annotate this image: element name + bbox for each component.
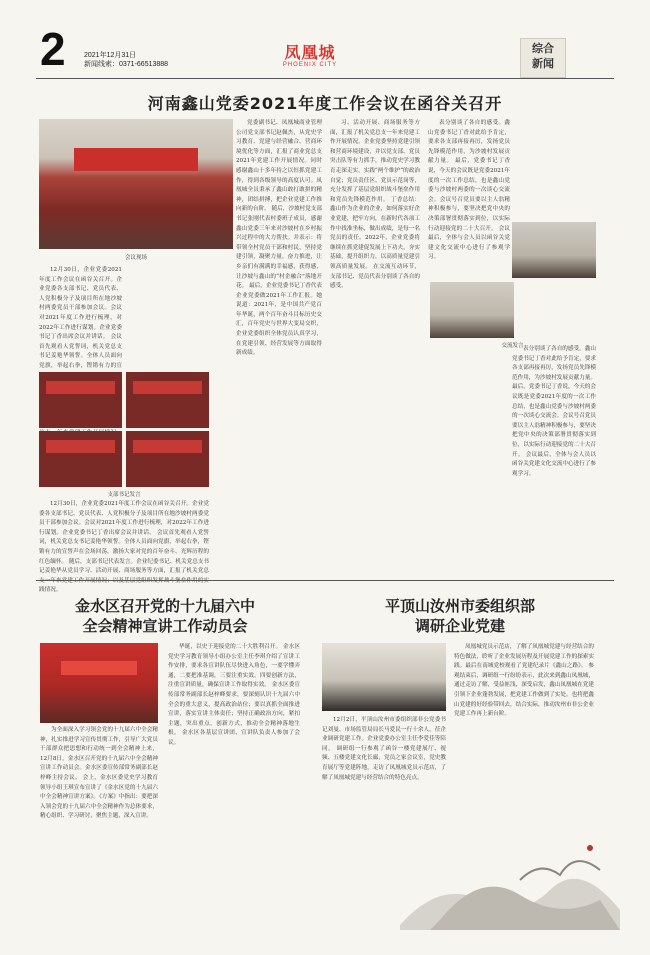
section-tag-line2: 新闻	[532, 57, 554, 70]
section-tag	[520, 38, 566, 78]
article3-col2-text: 凤凰城党员示范店，了解了凤凰城党建与经营结合的特色做法，聆听了企业发展历程及开展党建工作的探索实践。最后在南城党校观看了党建纪录片《鑫山之路》。 参观结束后，调研组一行纷纷表示，此次来到鑫山凤凰城，通过走访了解，受益匪浅，深受启发，鑫山凤凰城在党建引领下企业蓬勃发展，把党建工作做到了实处。也将把鑫山党建的好经验带回去，结合实际，推动汝州市非公企业党建工作再上新台阶。	[454, 644, 594, 718]
article1-col1-text: 12月30日，企业党委2021年度工作会议在函谷关召开。企业党委各支部书记、党员代表、人党积极分子及项目所在地沙坡村两委党员干部参加会议。会议对2021年度工作进行梳理，对2022年工作进行谋划。企业党委书记丁香出席会议并讲话。 会议首先观看人党誓词，机关党总支书记姜艳华领誓。全体人员面向党旗，举起右拳，铿锵有力的宣	[39, 267, 122, 369]
article1-col3	[330, 119, 420, 569]
article1-col5	[512, 345, 596, 569]
speaker-photo-4-banner	[133, 440, 203, 453]
article3-col2	[454, 643, 594, 819]
article2-title-line2: 全会精神宣讲工作动员会	[82, 617, 248, 635]
speaker-photo-1-banner	[46, 381, 116, 394]
group-visit-photo	[322, 643, 446, 711]
article3-col1-text: 12月2日，平顶山汝州市委组织部非公党委书记刘曼、市场监管局局长马爱民一行十余人，莅企业调研党建工作。企业党委办公室主任李爱佳等陪同。 调研组一行参观了函谷一楼党建展厅、视频、五楼党建文化长廊，党员之家会议室，党史教育展厅等党建阵地，走访了凤凰城党员示范店，了解了凤凰城党建与经营结合的特色亮点。	[322, 717, 446, 781]
article1-col4	[428, 119, 510, 261]
exchange-photo-1	[512, 222, 596, 278]
article3-title-line1: 平顶山汝州市委组织部	[384, 597, 535, 615]
article2-col1-text: 为全面深入学习领会党的十九届六中全会精神，扎实推进学习宣传贯彻工作，引导广大党员干部群众把思想和行动统一到全会精神上来，12月8日，金水区召开党的十九届六中全会精神宣讲工作动员会。金水区委宣传部常务副部长赵梓峰主持会议。 会上，金水区委党史学习教育领导小组王琪宣布宣讲了《金水区党的十九届六中全会精神宣讲方案》。《方案》中指出：要把深入领会党的十九届六中全会精神作为总体要求，精心组织、学习研讨，聚焦主题，深入宣讲。	[40, 727, 158, 820]
speaker-photo-3-banner	[46, 440, 116, 453]
article3-title-line2: 调研企业党建	[414, 617, 505, 635]
caption-exchange: 交流发言	[501, 343, 524, 349]
article2-title-line1: 金水区召开党的十九届六中	[74, 597, 255, 615]
header-rule	[36, 78, 614, 79]
page-number: 2	[40, 23, 66, 75]
article2-col2-text: 华诞，以史于迎接党的二十大胜利召开。 金水区党史学习教育领导小组办公室主任李琪介绍了宣讲工作安排，要求各宣讲队伍尽快进入角色，一要学懂弄通，二要把准基调，三要注重实效，四要创新方法，注重宣讲质量，确保宣讲工作取得实效。 金水区委宣传部常务副部长赵梓峰要求，要深刻认识十九届六中全会的重大意义，提高政治站位；要以真抓全面推进宣讲，落实宣讲主体责任；坚持正确政治方向，紧扣主题，突出重点，创新方式，推动全会精神落地生根。 金水区各基层宣讲团、宣讲队负责人参加了会议。	[168, 644, 300, 746]
article1-col2	[236, 119, 322, 569]
article1-col3-text: 习、活动开展、商场服务等方面，汇报了机关党总支一年来党建工作开展情况。企业党委坚持党建引领和营商环境建设，并以党支部、党员突击队等有力抓手，推动党史学习教育走深走实，实践“两个维护“的政治自觉；党员责任区、党员示范岗等，充分发挥了基层党组织战斗堡垒作用和党员先锋模范作用。 丁香总结：鑫山作为企业的企业，如何落实好企业党建，把牢方向，在新时代各项工作中找准坐标，做出成绩，是每一名党员的责任。2022年，企业党委将继续在抓党建促发展上下功夫，夯实基础，提升组织力，以高质量党建引领高质量发展。 在交流互动环节，支部书记、党员代表分别谈了各自的感受。	[330, 120, 420, 290]
exchange-photo-2	[430, 282, 514, 338]
district-meeting-photo	[40, 643, 158, 723]
article1-title: 河南鑫山党委2021年度工作会议在函谷关召开	[147, 94, 503, 113]
meeting-banner	[74, 148, 198, 171]
header-info	[84, 51, 168, 69]
middle-rule	[36, 580, 614, 581]
article2-title	[40, 596, 290, 636]
speaker-photo-3	[39, 431, 122, 487]
newspaper-logo	[272, 44, 348, 68]
article1-col1b	[39, 500, 209, 594]
speaker-photo-2	[126, 372, 209, 428]
district-meeting-banner	[61, 661, 137, 675]
meeting-photo-main	[39, 119, 233, 249]
speaker-photo-4	[126, 431, 209, 487]
caption-meeting: 会议现场	[124, 255, 147, 261]
logo-cn: 凤凰城	[284, 43, 336, 62]
ink-landscape-illustration	[400, 820, 620, 930]
article2-col2	[168, 643, 300, 928]
article1-col1b-text: 12月30日，企业党委2021年度工作会议在函谷关召开。企业党委各支部书记、党员代表、人党积极分子及项目所在地沙坡村两委党员干部参加会议。会议对2021年度工作进行梳理，对2022年工作进行谋划。企业党委书记丁香出席会议并讲话。 会议首先观看人党誓词，机关党总支书记姜艳华领誓。全体人员面向党旗，举起右拳，铿锵有力的宣誓声在会场回荡，激扬大家对党的百年奋斗、光辉历程的红色缅怀。 随后，支部书记代表发言。企业纪委书记、机关党总支书记姜艳华从党员学习、活动开展、商场服务等方面，汇报了机关党总支一年来党建工作开展情况；以及基层党组织发挥战斗堡垒作用的实践情况。	[39, 501, 209, 594]
section-tag-line1: 综合	[532, 42, 554, 55]
article1-col5-text: 表分别谈了各自的感受。鑫山党委书记丁香对此给予肯定，要求各支部再接再厉，发扬党员先锋模范作用，为沙坡村发展贡献力量。 最后，党委书记丁香说，今天的会议既是党委2021年度的一次工作总结，也是鑫山党委与沙坡村两委的一次谈心交流会。会议号召党员要以主人翁精神积极参与，要坚决把党中央的决策部署贯彻落实到位，以实际行动迎接党的二十大召开。 会议最后，全体与会人员以函谷关党建文化交流中心进行了参观学习。	[512, 346, 596, 477]
article3-title	[320, 596, 600, 636]
article3-col1	[322, 716, 446, 826]
caption-branch-speeches: 支部书记发言	[107, 492, 141, 498]
article1-col2-text: 党委副书记、凤凰城商业管理公司党支部书记赵佩杰，从党史学习教育、党建与经营融合、营商环境优化等方面，汇报了商业党总支2021年党建工作开展情况。同时感谢鑫山十多年持之以恒抓党建工作，得到各级领导的高度认可。凤凰城全员秉承了鑫山敢打敢拼的精神，团结拼搏，把企业党建工作推向新的台阶。 随后，沙坡村党支部书记张刚代表村委班子成员，感谢鑫山党委三年来对沙坡村在乡村振兴过程中的大力帮扶。并表示：将带领全村党员干部和村民，坚持党建引领，凝聚力量，奋力推进，让乡亲们有满满的幸福感，获得感，让沙坡与鑫山的“村企融合”落地开花。 最后，企业党委书记丁香代表企业党委做2021年工作汇报。她说道：2021年，是中国共产党百年华诞，两个百年奋斗目标历史交汇，百年党史与世界大变局交织，企业党委组织全体党员认真学习，在党建引领、经营发展等方面取得新成绩。	[236, 120, 322, 357]
article1-col4-text: 表分别谈了各自的感受。鑫山党委书记丁香对此给予肯定，要求各支部再接再厉，发扬党员先锋模范作用，为沙坡村发展贡献力量。 最后，党委书记丁香说，今天的会议既是党委2021年度的一次工作总结，也是鑫山党委与沙坡村两委的一次谈心交流会。会议号召党员要以主人翁精神积极参与，要坚决把党中央的决策部署贯彻落实到位，以实际行动迎接党的二十大召开。 会议最后，全体与会人员以函谷关党建文化交流中心进行了参观学习。	[428, 120, 510, 261]
speaker-photo-2-banner	[133, 381, 203, 394]
logo-en: PHOENIX CITY	[282, 62, 338, 68]
article2-col1	[40, 726, 158, 926]
page-header	[0, 0, 650, 78]
speaker-photo-1	[39, 372, 122, 428]
issue-date: 2021年12月31日	[84, 52, 137, 59]
news-hotline: 新闻线索：0371-66513888	[84, 61, 169, 68]
